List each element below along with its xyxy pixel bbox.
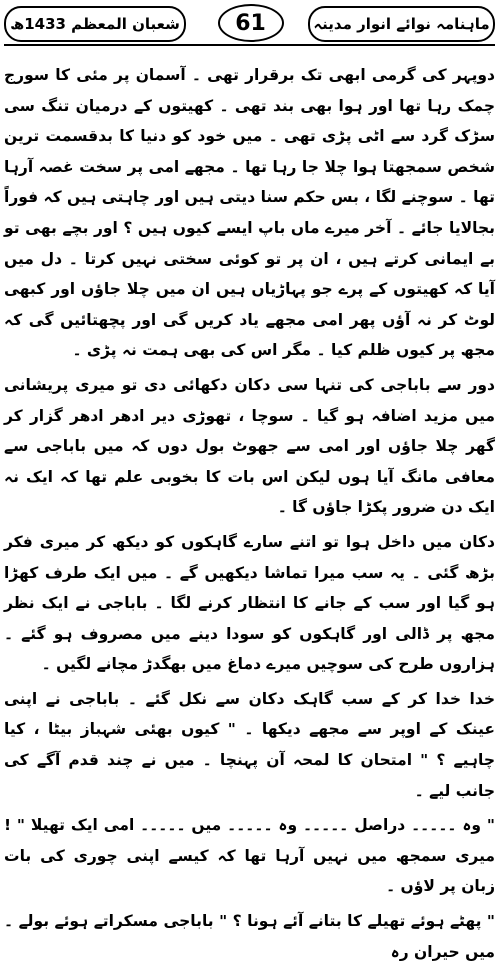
- issue-date: شعبان المعظم 1433ھ: [4, 6, 186, 42]
- paragraph: دوپہر کی گرمی ابھی تک برقرار تھی ۔ آسمان پر مئی کا سورج چمک رہا تھا اور ہوا بھی بند تھی ۔ کھیتوں کے درمیان تنگ سی سڑک گرد سے اٹی پڑی تھی ۔ میں خود کو دنیا کا بدقسمت ترین شخص سمجھتا ہوا چلا جا رہا تھا ۔ مجھے امی پر سخت غصہ آرہا تھا ۔ سوچنے لگا ، بس حکم سنا دیتی ہیں اور چاہتی ہیں کہ فوراً بجالایا جائے ۔ آخر میرے ماں باپ ایسے کیوں ہیں ؟ اور بچے بھی تو بے ایمانی کرتے ہیں ، ان پر تو کوئی سختی نہیں کرتا ۔ دل میں آیا کہ کھیتوں کے پرے جو پہاڑیاں ہیں ان میں چلا جاؤں اور کبھی لوٹ کر نہ آؤں پھر امی مجھے یاد کریں گی اور پچھتائیں گی کہ مجھ پر کیوں ظلم کیا ۔ مگر اس کی بھی ہمت نہ پڑی ۔: [4, 66, 495, 360]
- article-body: [4, 60, 495, 967]
- paragraph: دور سے باباجی کی تنہا سی دکان دکھائی دی تو میری پریشانی میں مزید اضافہ ہو گیا ۔ سوچا ، تھوڑی دیر ادھر ادھر گزار کر گھر چلا جاؤں اور امی سے جھوٹ بول دوں کہ میں باباجی سے معافی مانگ آیا ہوں لیکن اس بات کا بخوبی علم تھا کہ ایک نہ ایک دن ضرور پکڑا جاؤں گا ۔: [4, 375, 495, 517]
- paragraph: خدا خدا کر کے سب گاہک دکان سے نکل گئے ۔ باباجی نے اپنی عینک کے اوپر سے مجھے دیکھا ۔ " کیوں بھئی شہباز بیٹا ، کیا چاہیے ؟ " امتحان کا لمحہ آن پہنچا ۔ میں نے چند قدم آگے کی جانب لیے ۔: [4, 689, 495, 800]
- paragraph: دکان میں داخل ہوا تو اتنے سارے گاہکوں کو دیکھ کر میری فکر بڑھ گئی ۔ یہ سب میرا تماشا دیکھیں گے ۔ میں ایک طرف کھڑا ہو گیا اور سب کے جانے کا انتظار کرنے لگا ۔ باباجی نے ایک نظر مجھ پر ڈالی اور گاہکوں کو سودا دینے میں مصروف ہو گئے ۔ ہزاروں طرح کی سوچیں میرے دماغ میں بھگدڑ مچانے لگیں ۔: [4, 532, 495, 674]
- paragraph: " وہ ۔۔۔۔۔ دراصل ۔۔۔۔۔ وہ ۔۔۔۔۔ میں ۔۔۔۔۔ امی ایک تھیلا " ! میری سمجھ میں نہیں آرہا تھا کہ کیسے اپنی چوری کی بات زبان پر لاؤں ۔: [4, 816, 495, 896]
- page-header: [4, 2, 495, 44]
- magazine-title: ماہنامہ نوائے انوار مدینہ: [308, 6, 495, 42]
- paragraph: " پھٹے ہوئے تھیلے کا بتانے آئے ہونا ؟ " باباجی مسکراتے ہوئے بولے ۔ میں حیران رہ: [4, 912, 495, 961]
- header-divider: [4, 44, 495, 46]
- page-number: 61: [218, 4, 284, 42]
